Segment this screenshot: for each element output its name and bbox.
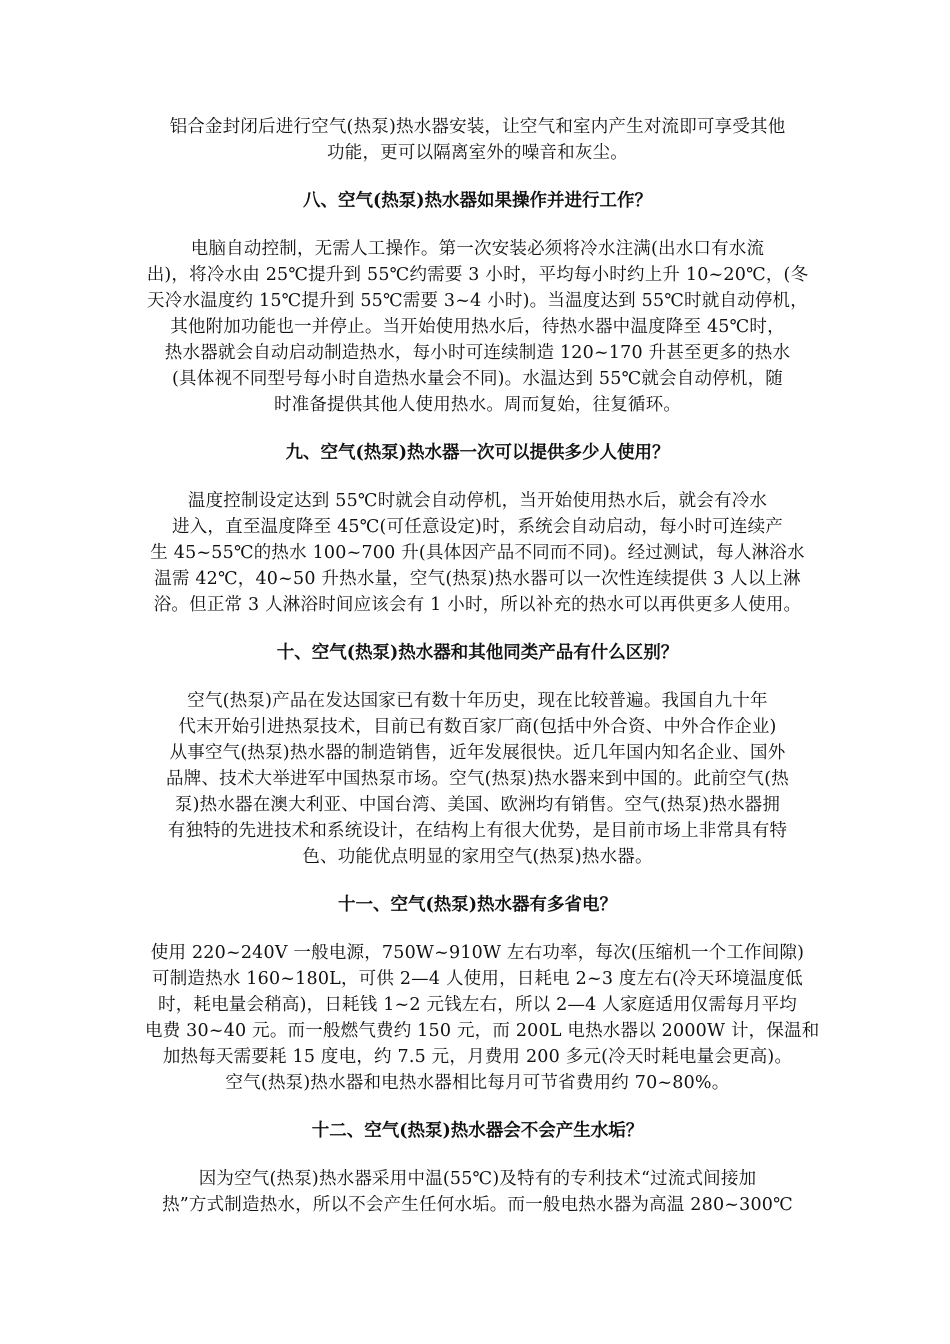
section-paragraph-11	[145, 940, 820, 1096]
text-line: 热”方式制造热水，所以不会产生任何水垢。而一般电热水器为高温 280~300℃	[162, 1195, 793, 1215]
section-heading-9: 九、空气(热泵)热水器一次可以提供多少人使用？	[285, 443, 670, 463]
intro-paragraph	[145, 114, 810, 166]
text-line: 有独特的先进技术和系统设计，在结构上有很大优势，是目前市场上非常具有特	[167, 821, 788, 841]
section-heading-10: 十、空气(热泵)热水器和其他同类产品有什么区别？	[276, 643, 679, 663]
text-line: 因为空气(热泵)热水器采用中温(55℃)及特有的专利技术“过流式间接加	[198, 1169, 757, 1189]
text-line: 泵)热水器在澳大利亚、中国台湾、美国、欧洲均有销售。空气(热泵)热水器拥	[174, 795, 781, 815]
text-line: 色、功能优点明显的家用空气(热泵)热水器。	[302, 847, 653, 867]
section-paragraph-12	[145, 1166, 810, 1218]
text-line: 时准备提供其他人使用热水。周而复始，往复循环。	[273, 395, 682, 415]
text-line: 空气(热泵)产品在发达国家已有数十年历史，现在比较普遍。我国自九十年	[187, 691, 768, 711]
section-paragraph-9	[145, 488, 810, 618]
text-line: 品牌、技术大举进军中国热泵市场。空气(热泵)热水器来到中国的。此前空气(热	[166, 769, 789, 789]
text-line: 热水器就会自动启动制造热水，每小时可连续制造 120~170 升甚至更多的热水	[164, 343, 791, 363]
section-heading-12: 十二、空气(热泵)热水器会不会产生水垢？	[311, 1121, 644, 1141]
text-line: 浴。但正常 3 人淋浴时间应该会有 1 小时，所以补充的热水可以再供更多人使用。	[153, 595, 802, 615]
text-line: 温需 42℃，40~50 升热水量，空气(热泵)热水器可以一次性连续提供 3 人以上淋	[154, 569, 801, 589]
text-line: 从事空气(热泵)热水器的制造销售，近年发展很快。近几年国内知名企业、国外	[169, 743, 786, 763]
text-line: 功能，更可以隔离室外的噪音和灰尘。	[327, 143, 628, 163]
text-line: 电脑自动控制，无需人工操作。第一次安装必须将冷水注满(出水口有水流	[190, 239, 765, 259]
text-line: 时，耗电量会稍高)，日耗钱 1~2 元钱左右，所以 2—4 人家庭适用仅需每月平均	[158, 995, 797, 1015]
text-line: 生 45~55℃的热水 100~700 升(具体因产品不同而不同)。经过测试，每人淋浴水	[150, 543, 805, 563]
text-line: 天冷水温度约 15℃提升到 55℃需要 3~4 小时)。当温度达到 55℃时就自动停机，	[147, 291, 808, 311]
document-body	[145, 114, 820, 1218]
section-heading-8: 八、空气(热泵)热水器如果操作并进行工作？	[302, 191, 653, 211]
text-line: 空气(热泵)热水器和电热水器相比每月可节省费用约 70~80%。	[225, 1073, 730, 1093]
text-line: 出)，将冷水由 25℃提升到 55℃约需要 3 小时，平均每小时约上升 10~20℃，(冬	[146, 265, 809, 285]
text-line: 代末开始引进热泵技术，目前已有数百家厂商(包括中外合资、中外合作企业)	[178, 717, 777, 737]
text-line: (具体视不同型号每小时自造热水量会不同)。水温达到 55℃就会自动停机，随	[172, 369, 783, 389]
section-paragraph-10	[145, 688, 810, 870]
text-line: 其他附加功能也一并停止。当开始使用热水后，待热水器中温度降至 45℃时，	[170, 317, 785, 337]
text-line: 进入，直至温度降至 45℃(可任意设定)时，系统会自动启动，每小时可连续产	[172, 517, 783, 537]
section-paragraph-8	[145, 236, 810, 418]
text-line: 加热每天需要耗 15 度电，约 7.5 元，月费用 200 多元(冷天时耗电量会更高)。	[162, 1047, 793, 1067]
text-line: 温度控制设定达到 55℃时就会自动停机，当开始使用热水后，就会有冷水	[187, 491, 768, 511]
text-line: 使用 220~240V 一般电源，750W~910W 左右功率，每次(压缩机一个工作间隙)	[150, 943, 805, 963]
text-line: 铝合金封闭后进行空气(热泵)热水器安装，让空气和室内产生对流即可享受其他	[169, 117, 786, 137]
text-line: 电费 30~40 元。而一般燃气费约 150 元，而 200L 电热水器以 2000W 计，保温和	[145, 1021, 820, 1041]
text-line: 可制造热水 160~180L，可供 2—4 人使用，日耗电 2~3 度左右(冷天环境温度低	[152, 969, 803, 989]
section-heading-11: 十一、空气(热泵)热水器有多省电？	[337, 895, 618, 915]
